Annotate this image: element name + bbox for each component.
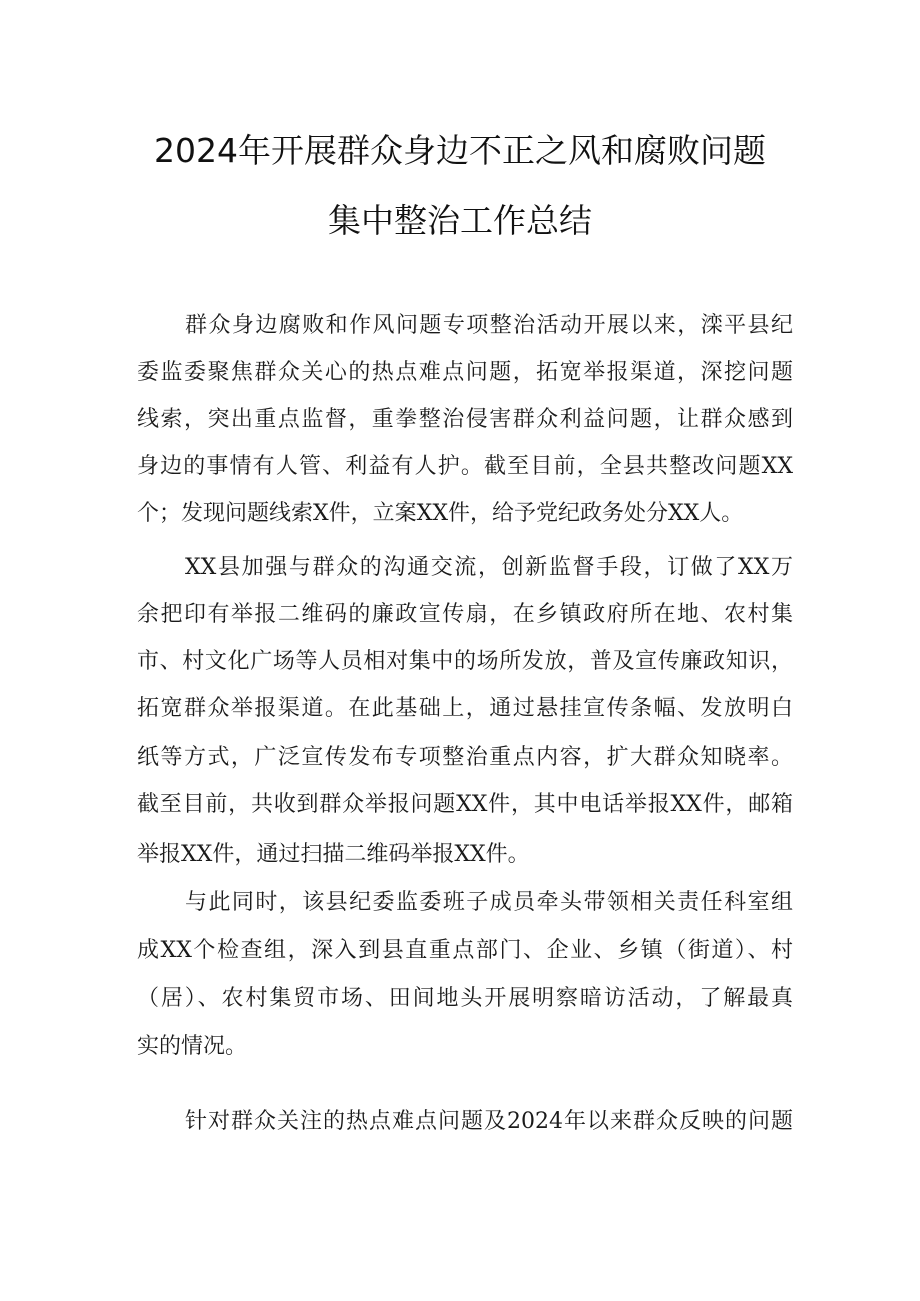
paragraph-2-line-7: 举报XX件，通过扫描二维码举报XX件。 bbox=[137, 842, 530, 867]
paragraph-2-line-2: 余把印有举报二维码的廉政宣传扇，在乡镇政府所在地、农村集 bbox=[137, 602, 793, 627]
paragraph-2-line-4: 拓宽群众举报渠道。在此基础上，通过悬挂宣传条幅、发放明白 bbox=[137, 696, 793, 721]
paragraph-3-line-3: （居）、农村集贸市场、田间地头开展明察暗访活动，了解最真 bbox=[137, 986, 793, 1011]
document-title-line-2: 集中整治工作总结 bbox=[328, 201, 592, 240]
paragraph-1-line-1: 群众身边腐败和作风问题专项整治活动开展以来，滦平县纪 bbox=[185, 313, 793, 338]
paragraph-3-line-1: 与此同时，该县纪委监委班子成员牵头带领相关责任科室组 bbox=[185, 890, 793, 915]
paragraph-2-line-6: 截至目前，共收到群众举报问题XX件，其中电话举报XX件，邮箱 bbox=[137, 792, 793, 817]
paragraph-2-line-1: XX县加强与群众的沟通交流，创新监督手段，订做了XX万 bbox=[185, 555, 793, 580]
paragraph-1-line-5: 个；发现问题线索X件，立案XX件，给予党纪政务处分XX人。 bbox=[137, 501, 744, 526]
paragraph-1-line-3: 线索，突出重点监督，重拳整治侵害群众利益问题，让群众感到 bbox=[137, 407, 793, 432]
document-title-line-1: 2024年开展群众身边不正之风和腐败问题 bbox=[154, 131, 766, 170]
paragraph-1-line-2: 委监委聚焦群众关心的热点难点问题，拓宽举报渠道，深挖问题 bbox=[137, 360, 793, 385]
paragraph-4-line-1: 针对群众关注的热点难点问题及2024年以来群众反映的问题 bbox=[185, 1109, 793, 1134]
paragraph-2-line-5: 纸等方式，广泛宣传发布专项整治重点内容，扩大群众知晓率。 bbox=[137, 745, 793, 770]
paragraph-1-line-4: 身边的事情有人管、利益有人护。截至目前，全县共整改问题XX bbox=[137, 454, 793, 479]
paragraph-2-line-3: 市、村文化广场等人员相对集中的场所发放，普及宣传廉政知识， bbox=[137, 649, 793, 674]
paragraph-3-line-4: 实的情况。 bbox=[137, 1034, 248, 1059]
paragraph-3-line-2: 成XX个检查组，深入到县直重点部门、企业、乡镇（街道）、村 bbox=[137, 938, 793, 963]
